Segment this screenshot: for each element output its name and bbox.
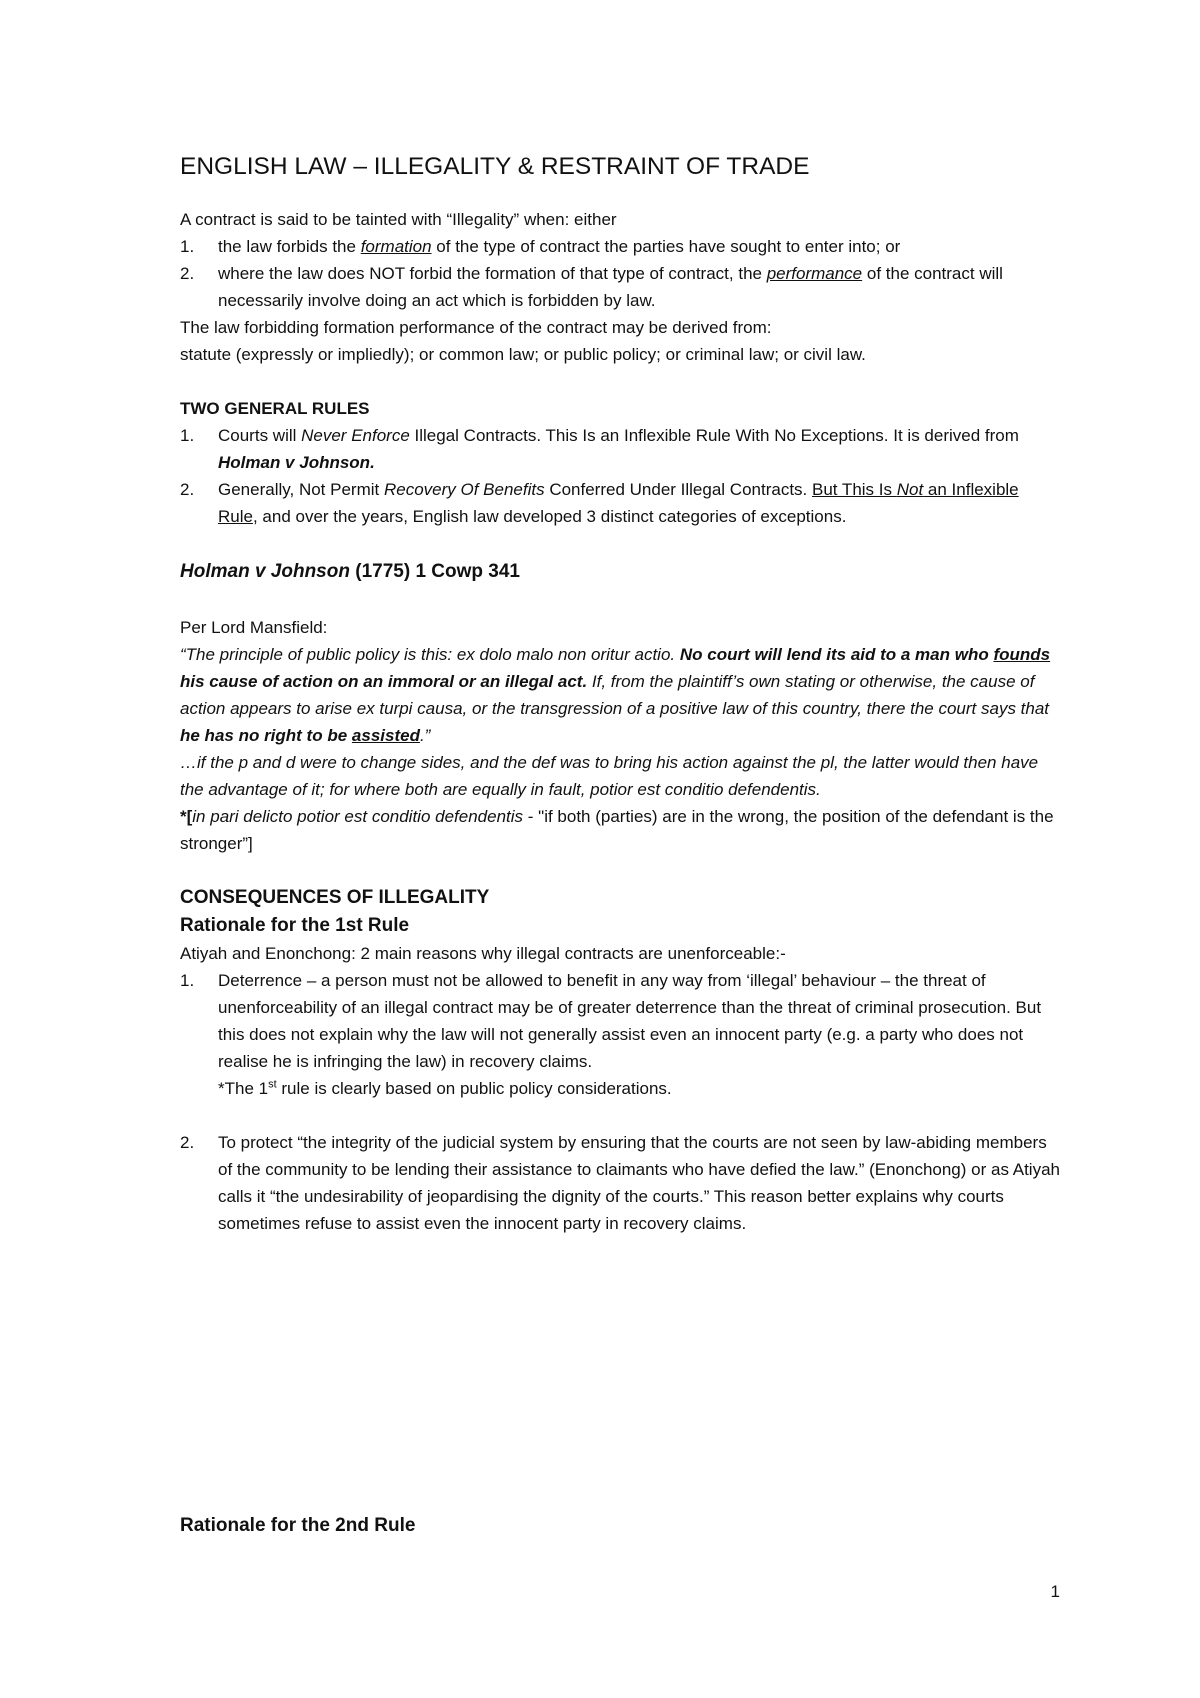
text-run: “The principle of public policy is this: ex dolo malo non oritur actio. bbox=[180, 645, 680, 664]
consequences-heading: CONSEQUENCES OF ILLEGALITY bbox=[180, 887, 490, 908]
general-rule-1 bbox=[180, 422, 1060, 476]
case-citation: (1775) 1 Cowp 341 bbox=[349, 561, 520, 582]
text-run: his cause of action on an immoral or an illegal act. bbox=[180, 672, 588, 691]
text-run: To protect “the integrity of the judicial system by ensuring that the courts are not seen by law-abiding members of the community to be lending their assistance to claimants who have defied the law.” (Enonchong) or as Atiyah calls it “the undesirability of jeopardising the dignity of the courts.” This reason better explains why courts sometimes refuse to assist even the innocent party in recovery claims. bbox=[218, 1133, 1060, 1233]
list-number: 2. bbox=[180, 264, 195, 283]
text-run: Conferred Under Illegal Contracts. bbox=[544, 480, 812, 499]
list-number: 1. bbox=[180, 426, 195, 445]
text-run: Courts will bbox=[218, 426, 302, 445]
general-rules-list bbox=[180, 422, 1060, 530]
text-run: But This Is bbox=[812, 480, 897, 499]
performance-emphasis: performance bbox=[766, 264, 863, 283]
list-number: 2. bbox=[180, 1133, 195, 1152]
intro-item-2 bbox=[180, 260, 1060, 314]
text-run: - "if both (parties) are in the wrong, the position of the defendant is the stronger”] bbox=[180, 807, 1054, 853]
text-run: an Inflexible Rule bbox=[218, 480, 1019, 526]
never-enforce-emphasis: Never Enforce bbox=[301, 426, 410, 445]
case-heading bbox=[180, 557, 1060, 587]
case-reference: Holman v Johnson. bbox=[218, 453, 375, 472]
document-title: ENGLISH LAW – ILLEGALITY & RESTRAINT OF TRADE bbox=[180, 153, 810, 180]
consequence-note bbox=[218, 1075, 1060, 1102]
text-run: he has no right to be bbox=[180, 726, 352, 745]
list-number: 2. bbox=[180, 480, 195, 499]
case-note bbox=[180, 803, 1060, 857]
case-per: Per Lord Mansfield: bbox=[180, 618, 328, 637]
consequence-item-2 bbox=[180, 1129, 1060, 1237]
case-quote bbox=[180, 641, 1060, 749]
text-run: of the type of contract the parties have sought to enter into; or bbox=[431, 237, 901, 256]
text-run: .” bbox=[419, 726, 431, 745]
list-number: 1. bbox=[180, 237, 195, 256]
text-run: , and over the years, English law developed 3 distinct categories of exceptions. bbox=[252, 507, 847, 526]
intro-lead: A contract is said to be tainted with “Illegality” when: either bbox=[180, 210, 617, 229]
text-run: of the contract will necessarily involve doing an act which is forbidden by law. bbox=[218, 264, 1003, 310]
intro-line-2: statute (expressly or impliedly); or common law; or public policy; or criminal law; or civil law. bbox=[180, 345, 866, 364]
document-body bbox=[180, 150, 1060, 1237]
intro-line-1: The law forbidding formation performance of the contract may be derived from: bbox=[180, 318, 772, 337]
intro-list bbox=[180, 233, 1060, 314]
general-rule-2 bbox=[180, 476, 1060, 530]
text-run: where the law does NOT forbid the formation of that type of contract, the bbox=[218, 264, 767, 283]
text-run: Deterrence – a person must not be allowed to benefit in any way from ‘illegal’ behaviour – the threat of unenforceability of an illegal contract may be of greater deterrence than the threat of criminal prosecution. But this does not explain why the law will not generally assist even an innocent party (e.g. a party who does not realise he is infringing the law) in recovery claims. bbox=[218, 971, 1042, 1071]
rationale-1st-heading: Rationale for the 1st Rule bbox=[180, 915, 410, 936]
intro-item-1 bbox=[180, 233, 1060, 260]
rationale-2nd-heading: Rationale for the 2nd Rule bbox=[180, 1515, 416, 1536]
consequences-list bbox=[180, 967, 1060, 1102]
text-run: Generally, Not Permit bbox=[218, 480, 384, 499]
general-rules-heading: TWO GENERAL RULES bbox=[180, 399, 370, 418]
recovery-emphasis: Recovery Of Benefits bbox=[383, 480, 545, 499]
founds-emphasis: founds bbox=[993, 645, 1051, 664]
case-quote-continued: …if the p and d were to change sides, and the def was to bring his action against the pl, the latter would then have the advantage of it; for where both are equally in fault, potior est conditio defendentis. bbox=[180, 753, 1039, 799]
consequences-lead: Atiyah and Enonchong: 2 main reasons why illegal contracts are unenforceable:- bbox=[180, 944, 786, 963]
page-number: 1 bbox=[1050, 1582, 1060, 1601]
consequences-list-2 bbox=[180, 1129, 1060, 1237]
formation-emphasis: formation bbox=[360, 237, 432, 256]
text-run: *[ bbox=[180, 807, 193, 826]
text-run: rule is clearly based on public policy considerations. bbox=[276, 1079, 672, 1098]
text-run: the law forbids the bbox=[218, 237, 361, 256]
latin-maxim: in pari delicto potior est conditio defendentis bbox=[192, 807, 524, 826]
text-run: *The 1 bbox=[218, 1079, 269, 1098]
assisted-emphasis: assisted bbox=[351, 726, 420, 745]
superscript: st bbox=[268, 1078, 277, 1091]
list-number: 1. bbox=[180, 971, 195, 990]
case-name: Holman v Johnson bbox=[180, 561, 350, 582]
text-run: No court will lend its aid to a man who bbox=[679, 645, 994, 664]
text-run: Illegal Contracts. This Is an Inflexible Rule With No Exceptions. It is derived from bbox=[409, 426, 1019, 445]
text-run: If, from the plaintiff’s own stating or otherwise, the cause of action appears to arise ex turpi causa, or the transgression of a positive law of this country, there the court says that bbox=[180, 672, 1050, 718]
consequence-item-1 bbox=[180, 967, 1060, 1102]
not-emphasis: Not bbox=[896, 480, 924, 499]
